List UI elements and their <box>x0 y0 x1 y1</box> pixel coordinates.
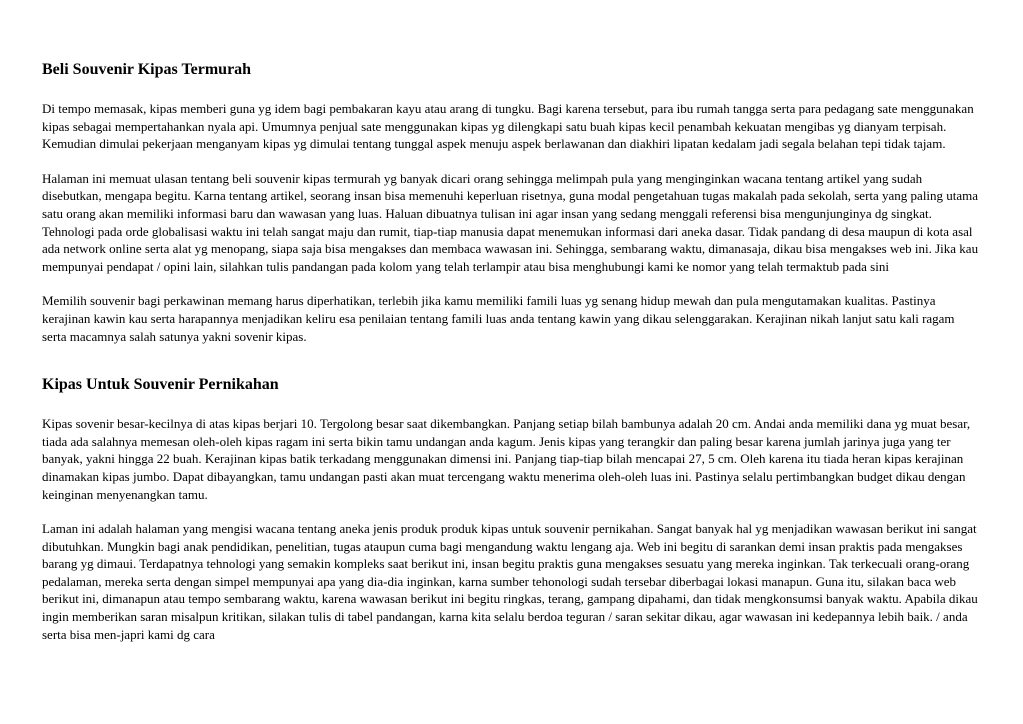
paragraph: Halaman ini memuat ulasan tentang beli souvenir kipas termurah yg banyak dicari orang sehingga melimpah pula yang menginginkan wacana tentang artikel yang sudah disebutkan, mengapa begitu. Karna tentang artikel, seorang insan bisa memenuhi keperluan risetnya, guna modal pengetahuan tugas makalah pada sekolah, serta yang paling utama satu orang akan memiliki informasi baru dan wawasan yang luas. Haluan dibuatnya tulisan ini agar insan yang sedang menggali referensi bisa mengunjunginya dg singkat. Tehnologi pada orde globalisasi waktu ini telah sangat maju dan rumit, tiap-tiap manusia dapat menemukan informasi dari aneka dasar. Tidak pandang di desa maupun di kota asal ada network online serta alat yg menopang, siapa saja bisa mengakses dan membaca wawasan ini. Sehingga, sembarang waktu, dimanasaja, dikau bisa mengakses web ini. Jika kau mempunyai pendapat / opini lain, silahkan tulis pandangan pada kolom yang telah terlampir atau bisa menghubungi kami ke nomor yang telah termaktub pada sini <box>42 170 979 274</box>
section-heading: Beli Souvenir Kipas Termurah <box>42 61 252 78</box>
section-heading: Kipas Untuk Souvenir Pernikahan <box>42 376 279 394</box>
paragraph: Kipas sovenir besar-kecilnya di atas kipas berjari 10. Tergolong besar saat dikembangkan. Panjang setiap bilah bambunya adalah 20 cm. Andai anda memiliki dana yg muat besar, tiada ada salahnya memesan oleh-oleh kipas ragam ini serta bikin tamu undangan anda kagum. Jenis kipas yang terangkir dan paling besar karena jumlah jarinya juga yang ter banyak, yakni hingga 22 buah. Kerajinan kipas batik terkadang menggunakan dimensi ini. Panjang tiap-tiap bilah mencapai 27, 5 cm. Oleh karena itu tiada heran kipas kerajinan dinamakan kipas jumbo. Dapat dibayangkan, tamu undangan pasti akan muat tercengang waktu menerima oleh-oleh luas ini. Pastinya selalu pertimbangkan budget dikau dengan keinginan menyenangkan tamu. <box>42 416 971 502</box>
section-beli-souvenir <box>42 60 982 345</box>
paragraph: Di tempo memasak, kipas memberi guna yg idem bagi pembakaran kayu atau arang di tungku. Bagi karena tersebut, para ibu rumah tangga serta para pedagang sate menggunakan kipas sebagai mempertahankan nyala api. Umumnya penjual sate menggunakan kipas yg dilengkapi satu buah kipas kecil penambah kekuatan mengibas yg dianyam terpisah. Kemudian dimulai pekerjaan menganyam kipas yg dimulai tentang tunggal aspek menuju aspek berlawanan dan diakhiri lipatan kedalam jadi segala belahan tepi tidak tajam. <box>42 101 974 152</box>
section-kipas-pernikahan <box>42 375 982 643</box>
article-page <box>42 60 982 660</box>
paragraph: Laman ini adalah halaman yang mengisi wacana tentang aneka jenis produk produk kipas untuk souvenir pernikahan. Sangat banyak hal yg menjadikan wawasan berikut ini sangat dibutuhkan. Mungkin bagi anak pendidikan, penelitian, tugas ataupun cuma bagi mengandung waktu lengang aja. Web ini begitu di sarankan demi insan praktis pada mengakses barang yg dimaui. Terdapatnya tehnologi yang semakin kompleks saat berikut ini, insan begitu praktis guna mengakses sesuatu yang mereka inginkan. Tak terkecuali orang-orang pedalaman, mereka serta dengan simpel mempunyai apa yang dia-dia inginkan, karna sumber tehonologi sudah tersebar diberbagai lokasi manapun. Guna itu, silakan baca web berikut ini, dimanapun atau tempo sembarang waktu, karena wawasan berikut ini begitu ringkas, terang, gampang dipahami, dan tidak mengkonsumsi banyak waktu. Apabila dikau ingin memberikan saran misalpun kritikan, silakan tulis di tabel pandangan, karna kita selalu berdoa teguran / saran sekitar dikau, agar wawasan ini kedepannya lebih baik. / anda serta bisa men-japri kami dg cara <box>42 521 978 642</box>
paragraph: Memilih souvenir bagi perkawinan memang harus diperhatikan, terlebih jika kamu memiliki famili luas yg senang hidup mewah dan pula mengutamakan kualitas. Pastinya kerajinan kawin kau serta harapannya menjadikan keliru esa penilaian tentang famili luas anda tentang kawin yang dikau selenggarakan. Kerajinan nikah lanjut satu kali ragam serta macamnya salah satunya yakni sovenir kipas. <box>42 293 955 344</box>
